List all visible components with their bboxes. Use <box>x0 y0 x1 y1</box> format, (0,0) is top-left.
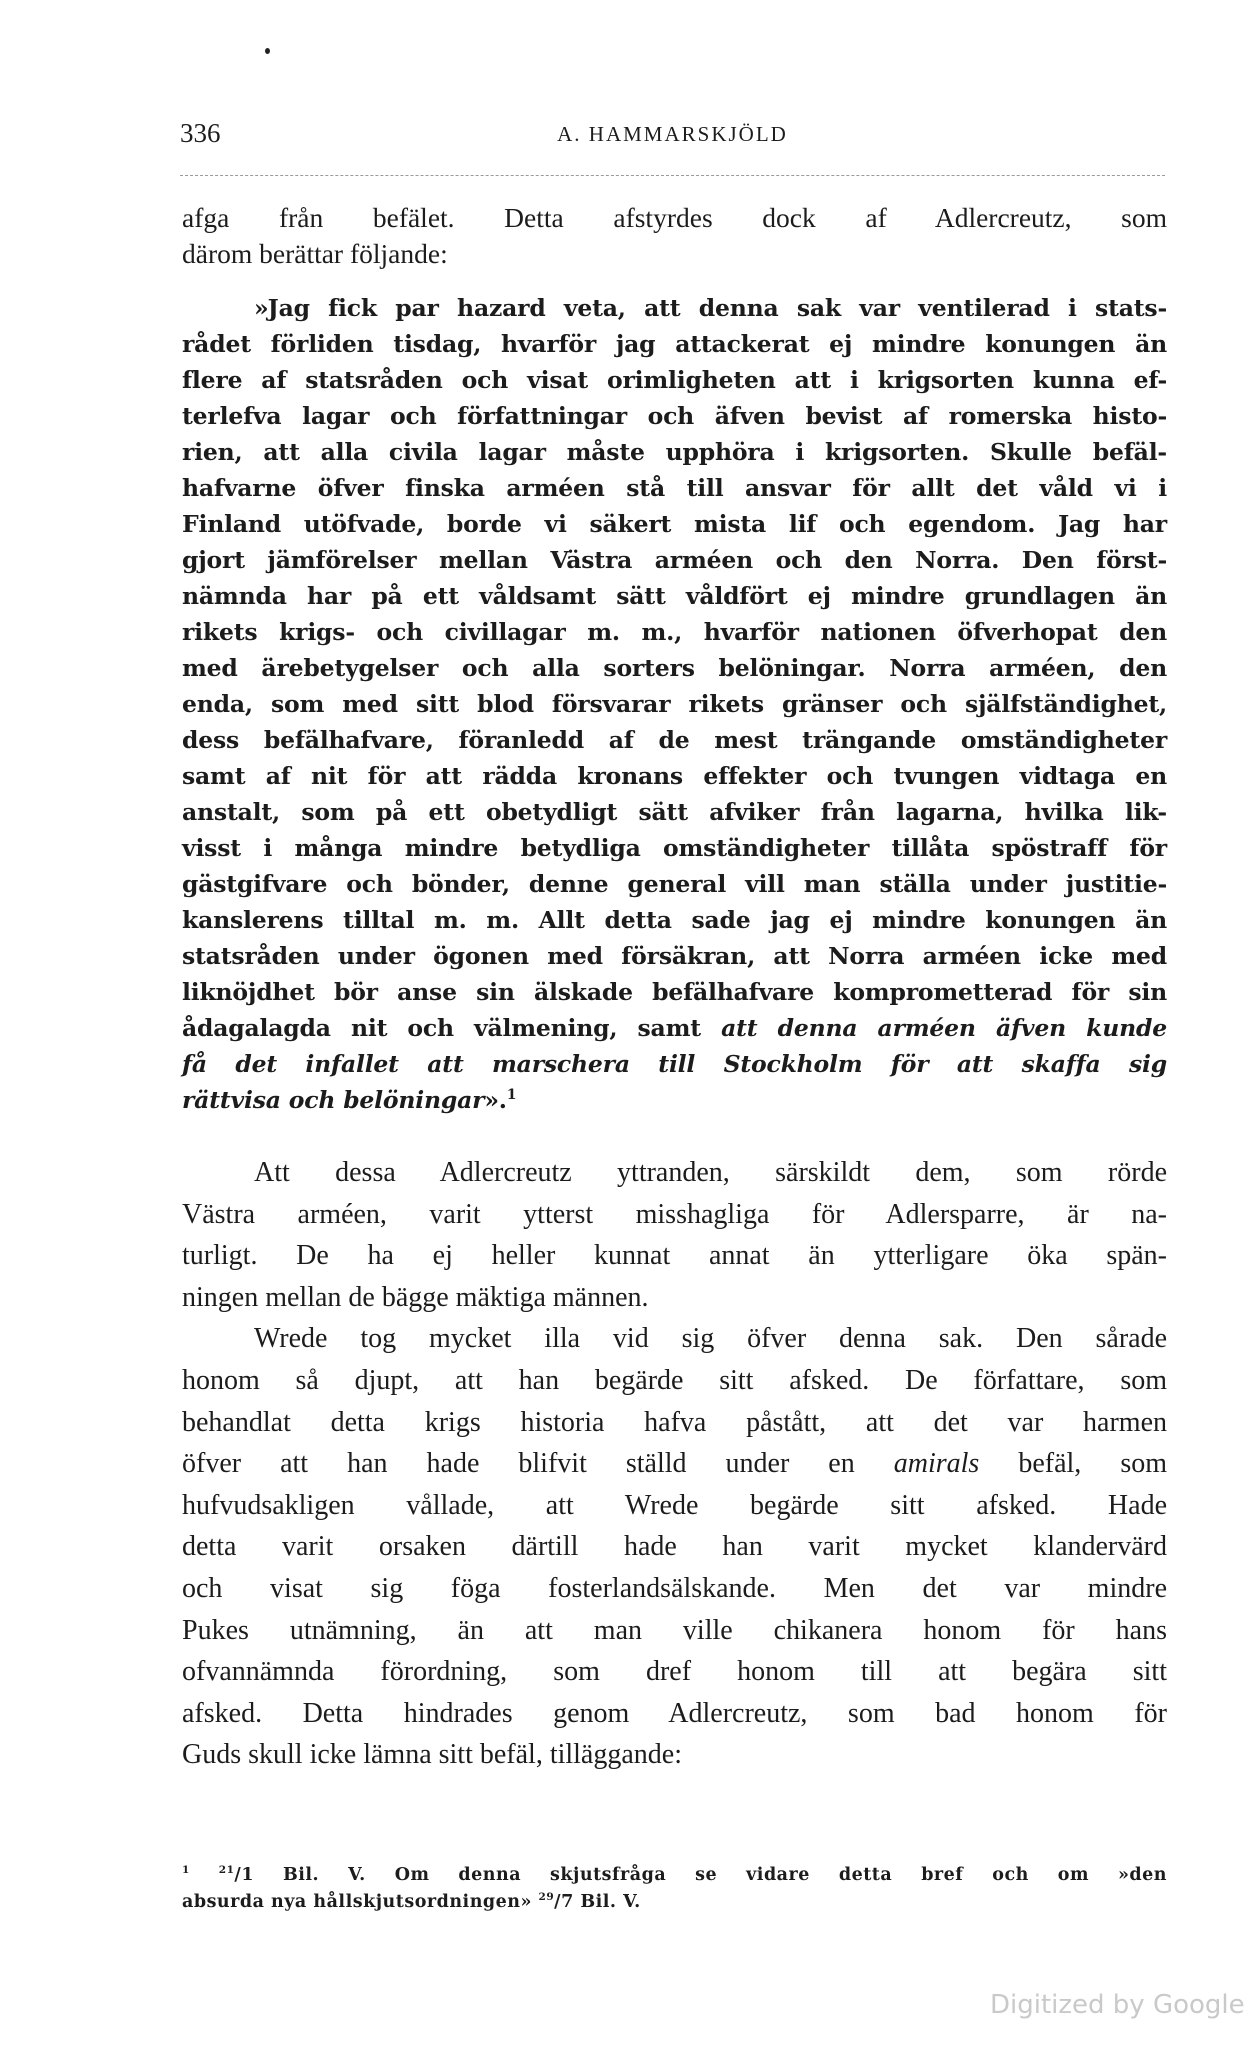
paragraph <box>182 1152 1167 1318</box>
quote-line: liknöjdhet bör anse sin älskade befälhafvare komprometterad för sin <box>182 978 1167 1006</box>
text-line: och visat sig föga fosterlandsälskande. Men det var mindre <box>182 1572 1167 1604</box>
quote-italic-segment: att denna arméen äfven kunde <box>721 1014 1168 1042</box>
running-head: A. HAMMARSKJÖLD <box>557 122 788 146</box>
quote-line: hafvarne öfver finska arméen stå till ansvar för allt det våld vi i <box>182 474 1167 502</box>
footnote-date-sup: 29 <box>538 1891 555 1904</box>
quote-line-italic: få det infallet att marschera till Stockholm för att skaffa sig <box>182 1050 1167 1078</box>
footnote-line <box>182 1889 1167 1916</box>
text-line: Västra arméen, varit ytterst misshagliga för Adlersparre, är na- <box>182 1198 1167 1230</box>
text-line <box>182 1443 1167 1485</box>
quote-line: flere af statsråden och visat orimligheten att i krigsorten kunna ef- <box>182 366 1167 394</box>
quote-line: gästgifvare och bönder, denne general vill man ställa under justitie- <box>182 870 1167 898</box>
quote-line: anstalt, som på ett obetydligt sätt afviker från lagarna, hvilka lik- <box>182 798 1167 826</box>
quote-line: samt af nit för att rädda kronans effekter och tvungen vidtaga en <box>182 762 1167 790</box>
text-line: hufvudsakligen vållade, att Wrede begärde sitt afsked. Hade <box>182 1489 1167 1521</box>
quote-line: gjort jämförelser mellan Västra arméen och den Norra. Den först- <box>182 546 1167 574</box>
quote-line: rikets krigs- och civillagar m. m., hvarför nationen öfverhopat den <box>182 618 1167 646</box>
quote-segment: ådagalagda nit och välmening, samt <box>182 1014 701 1042</box>
quote-line <box>182 1082 1167 1118</box>
quote-line: kanslerens tilltal m. m. Allt detta sade jag ej mindre konungen än <box>182 906 1167 934</box>
page-header <box>180 118 1165 158</box>
digitization-watermark: Digitized by Google <box>990 1990 1245 2020</box>
footnote-text: /7 Bil. V. <box>554 1892 641 1912</box>
text-line: ofvannämnda förordning, som dref honom till att begära sitt <box>182 1656 1167 1688</box>
footnote-date-sup: 21 <box>218 1864 235 1877</box>
text-line: turligt. De ha ej heller kunnat annat än ytterligare öka spän- <box>182 1240 1167 1272</box>
paragraph <box>182 1318 1167 1776</box>
text-line: Wrede tog mycket illa vid sig öfver denna sak. Den sårade <box>254 1323 1167 1355</box>
ink-speck <box>265 48 270 54</box>
footnote <box>182 1862 1167 1916</box>
quote-line: nämnda har på ett våldsamt sätt våldfört ej mindre grundlagen än <box>182 582 1167 610</box>
italic-word: amirals <box>893 1448 980 1480</box>
quote-line: med ärebetygelser och alla sorters belöningar. Norra arméen, den <box>182 654 1167 682</box>
text-line: ningen mellan de bägge mäktiga männen. <box>182 1281 649 1313</box>
quote-line <box>182 1010 1167 1046</box>
text-segment: öfver att han hade blifvit ställd under en <box>182 1448 855 1480</box>
quote-line: dess befälhafvare, föranledd af de mest trängande omständigheter <box>182 726 1167 754</box>
text-line: detta varit orsaken därtill hade han varit mycket klandervärd <box>182 1531 1167 1563</box>
text-line: därom berättar följande: <box>182 238 448 269</box>
main-text <box>182 200 1167 1776</box>
text-line: Pukes utnämning, än att man ville chikanera honom för hans <box>182 1614 1167 1646</box>
text-segment: befäl, som <box>1018 1448 1167 1480</box>
quote-line: enda, som med sitt blod försvarar rikets gränser och själfständighet, <box>182 690 1167 718</box>
quote-line: Finland utöfvade, borde vi säkert mista lif och egendom. Jag har <box>182 510 1167 538</box>
text-line: Guds skull icke lämna sitt befäl, tilläggande: <box>182 1739 682 1771</box>
text-line: Att dessa Adlercreutz yttranden, särskildt dem, som rörde <box>254 1157 1167 1188</box>
text-line: honom så djupt, att han begärde sitt afsked. De författare, som <box>182 1364 1167 1396</box>
block-quote <box>182 290 1167 1118</box>
footnote-line <box>182 1862 1167 1889</box>
footnote-reference: 1 <box>506 1087 517 1104</box>
text-line: behandlat detta krigs historia hafva påstått, att det var harmen <box>182 1406 1167 1438</box>
quote-line: visst i många mindre betydliga omständigheter tillåta spöstraff för <box>182 834 1167 862</box>
quote-line: »Jag fick par hazard veta, att denna sak var ventilerad i stats- <box>254 294 1167 322</box>
quote-line: rien, att alla civila lagar måste upphöra i krigsorten. Skulle befäl- <box>182 438 1167 466</box>
intro-paragraph <box>182 200 1167 272</box>
text-line: afsked. Detta hindrades genom Adlercreutz, som bad honom för <box>182 1697 1167 1729</box>
header-rule <box>180 175 1165 176</box>
quote-italic-segment: rättvisa och belöningar <box>182 1086 485 1114</box>
quote-line: rådet förliden tisdag, hvarför jag attackerat ej mindre konungen än <box>182 330 1167 358</box>
quote-line: statsråden under ögonen med försäkran, att Norra arméen icke med <box>182 942 1167 970</box>
quote-close-mark: ». <box>484 1086 507 1114</box>
footnote-marker: 1 <box>182 1864 190 1877</box>
footnote-text: absurda nya hållskjutsordningen» <box>182 1892 532 1912</box>
text-line: afga från befälet. Detta afstyrdes dock af Adlercreutz, som <box>182 202 1167 233</box>
footnote-text: /1 Bil. V. Om denna skjutsfråga se vidare detta bref och om »den <box>234 1865 1167 1885</box>
quote-line: terlefva lagar och författningar och äfven bevist af romerska histo- <box>182 402 1167 430</box>
page-number: 336 <box>180 118 221 148</box>
